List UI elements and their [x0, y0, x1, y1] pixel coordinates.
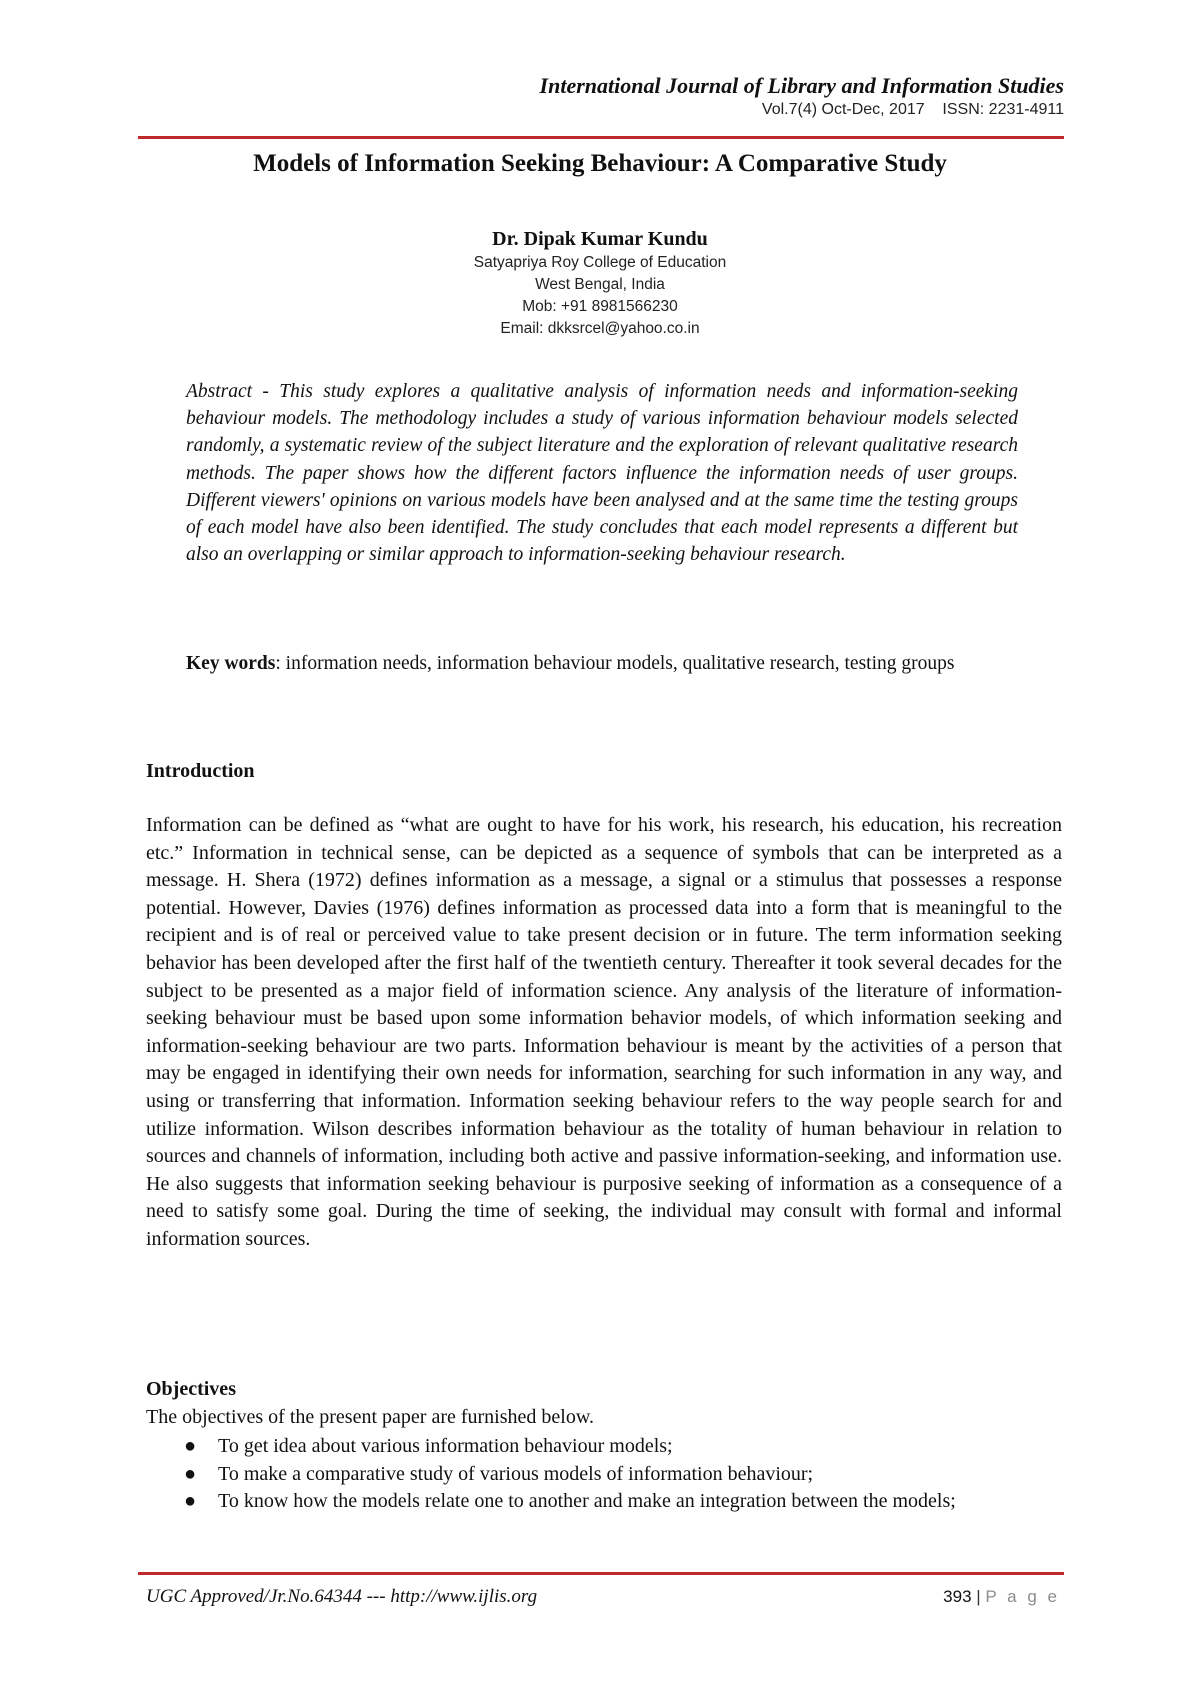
keywords-text: : information needs, information behaviour models, qualitative research, testing groups [275, 653, 955, 674]
objectives-intro: The objectives of the present paper are furnished below. [146, 1406, 594, 1428]
author-name: Dr. Dipak Kumar Kundu [492, 228, 708, 250]
abstract: Abstract - This study explores a qualitative analysis of information needs and information-seeking behaviour models. The methodology includes a study of various information behaviour models selected randomly, a systematic review of the subject literature and the exploration of relevant qualitative research methods. The paper shows how the different factors influence the information needs of user groups. Different viewers' opinions on various models have been analysed and at the same time the testing groups of each model have also been identified. The study concludes that each model represents a different but also an overlapping or similar approach to information-seeking behaviour research. [186, 381, 1018, 566]
objectives-list [176, 1433, 996, 1516]
footer-rule [138, 1572, 1064, 1575]
list-item [176, 1433, 996, 1461]
footer-page [943, 1584, 1060, 1610]
list-item [176, 1461, 996, 1489]
footer-source: UGC Approved/Jr.No.64344 --- http://www.ijlis.org [146, 1586, 538, 1607]
page-separator: | [976, 1587, 981, 1606]
author-location: West Bengal, India [535, 276, 665, 293]
author-email: Email: dkksrcel@yahoo.co.in [500, 320, 700, 337]
author-affiliation: Satyapriya Roy College of Education [473, 254, 727, 271]
journal-volume-issn: Vol.7(4) Oct-Dec, 2017 ISSN: 2231-4911 [761, 101, 1064, 118]
introduction-body: Information can be defined as “what are ought to have for his work, his research, his education, his recreation etc.” Information in technical sense, can be depicted as a sequence of symbols that can be interpreted as a message. H. Shera (1972) defines information as a message, a signal or a stimulus that possesses a response potential. However, Davies (1976) defines information as processed data into a form that is meaningful to the recipient and is of real or perceived value to take present decision or in future. The term information seeking behavior has been developed after the first half of the twentieth century. Thereafter it took several decades for the subject to be presented as a major field of information science. Any analysis of the literature of information-seeking behaviour must be based upon some information behavior models, of which information seeking and information-seeking behaviour are two parts. Information behaviour is meant by the activities of a person that may be engaged in identifying their own needs for information, searching for such information in any way, and using or transferring that information. Information seeking behaviour refers to the way people search for and utilize information. Wilson describes information behaviour as the totality of human behaviour in relation to sources and channels of information, including both active and passive information-seeking, and information use. He also suggests that information seeking behaviour is purposive seeking of information as a consequence of a need to satisfy some goal. During the time of seeking, the individual may consult with formal and informal information sources. [146, 814, 1062, 1250]
header-rule [138, 136, 1064, 139]
list-item-text: To get idea about various information behaviour models; [218, 1435, 673, 1457]
journal-header [540, 72, 1064, 120]
author-mobile: Mob: +91 8981566230 [522, 298, 678, 315]
page-word: P a g e [985, 1587, 1060, 1606]
bullet-icon: ● [184, 1435, 197, 1457]
list-item-text: To make a comparative study of various models of information behaviour; [218, 1462, 814, 1485]
introduction-heading: Introduction [146, 760, 255, 782]
author-block [0, 226, 1200, 340]
list-item [176, 1488, 996, 1516]
list-item-text: To know how the models relate one to another and make an integration between the models; [218, 1490, 956, 1513]
page-number: 393 [943, 1587, 972, 1606]
paper-title: Models of Information Seeking Behaviour: A Comparative Study [253, 150, 947, 177]
bullet-icon: ● [184, 1490, 197, 1513]
keywords [186, 650, 1018, 677]
bullet-icon: ● [184, 1462, 197, 1485]
journal-title: International Journal of Library and Information Studies [539, 73, 1064, 98]
keywords-label: Key words [186, 653, 276, 674]
objectives-heading: Objectives [146, 1378, 236, 1400]
